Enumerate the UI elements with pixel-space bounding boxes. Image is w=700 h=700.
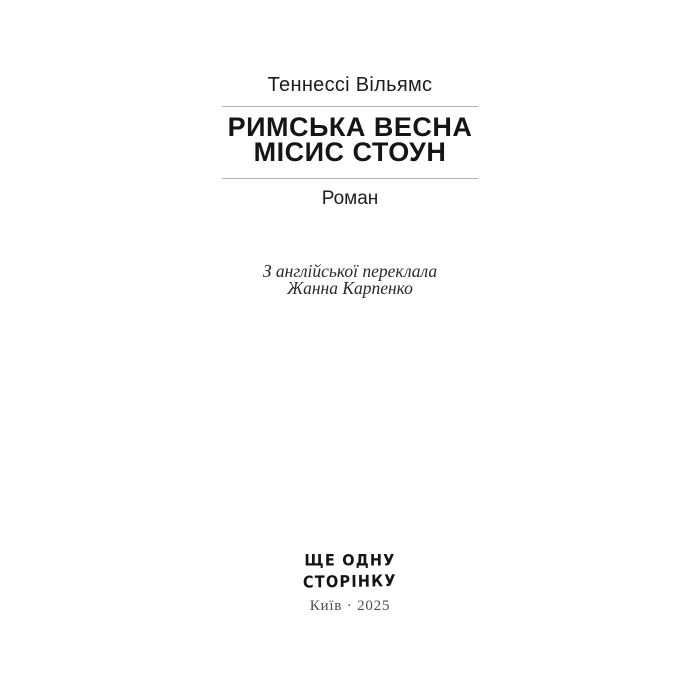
book-title-line2: МІСИС СТОУН bbox=[253, 137, 447, 167]
translator-credit-line2: Жанна Карпенко bbox=[287, 278, 413, 298]
translator-credit bbox=[0, 263, 700, 297]
title-rule-top bbox=[222, 106, 478, 107]
translator-credit-line1: З англійської переклала bbox=[262, 261, 438, 281]
genre-label: Роман bbox=[321, 188, 379, 209]
imprint-city-year: Київ · 2025 bbox=[309, 598, 391, 614]
book-title bbox=[0, 112, 700, 167]
publisher-logo-line1: ЩЕ ОДНУ bbox=[304, 552, 396, 571]
author-name: Теннессі Вільямс bbox=[267, 74, 433, 96]
publisher-logo bbox=[0, 551, 700, 594]
book-title-line1: РИМСЬКА ВЕСНА bbox=[227, 112, 473, 142]
publisher-logo-line2: СТОРІНКУ bbox=[303, 572, 397, 593]
title-rule-bottom bbox=[222, 178, 478, 179]
